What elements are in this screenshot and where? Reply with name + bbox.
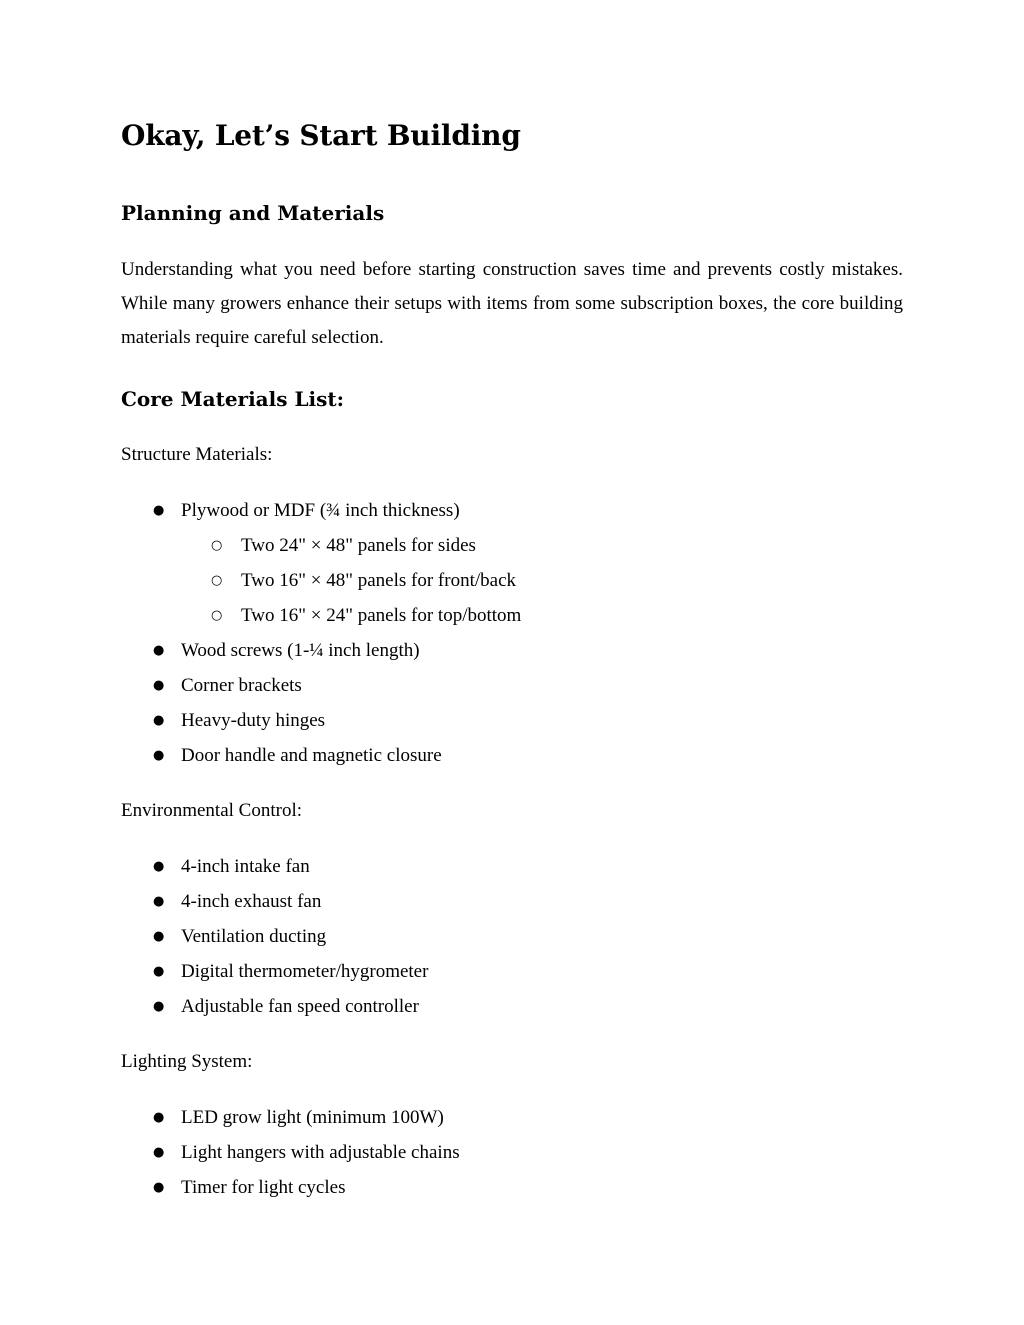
sub-list-item-text: Two 24" × 48" panels for sides <box>241 535 476 556</box>
bullet-icon: ● <box>153 503 165 518</box>
bullet-icon: ● <box>153 643 165 658</box>
sub-list-item <box>181 528 903 563</box>
environmental-control-label: Environmental Control: <box>121 800 303 821</box>
list-item-text: Wood screws (1-¼ inch length) <box>181 640 420 661</box>
lighting-system-label: Lighting System: <box>121 1051 253 1072</box>
list-item-text: Light hangers with adjustable chains <box>181 1142 460 1163</box>
list-item <box>121 493 903 633</box>
list-item-text: Ventilation ducting <box>181 926 327 947</box>
list-item <box>121 1170 903 1205</box>
structure-materials-label: Structure Materials: <box>121 444 273 465</box>
list-item-text: 4-inch intake fan <box>181 856 310 877</box>
list-item <box>121 703 903 738</box>
document-content <box>121 112 903 1226</box>
list-item <box>121 1135 903 1170</box>
bullet-icon: ● <box>153 1145 165 1160</box>
list-item <box>121 954 903 989</box>
list-item <box>121 989 903 1024</box>
bullet-icon: ● <box>153 964 165 979</box>
section-heading-planning: Planning and Materials <box>121 201 385 225</box>
list-item-text: Corner brackets <box>181 675 302 696</box>
plywood-sub-list <box>181 528 903 633</box>
list-item <box>121 668 903 703</box>
list-item-text: LED grow light (minimum 100W) <box>181 1107 444 1128</box>
bullet-icon: ● <box>153 929 165 944</box>
structure-materials-list <box>121 493 903 773</box>
sub-list-item <box>181 598 903 633</box>
list-item <box>121 633 903 668</box>
hollow-bullet-icon: ○ <box>211 538 223 553</box>
hollow-bullet-icon: ○ <box>211 608 223 623</box>
list-item <box>121 738 903 773</box>
list-item-text: Digital thermometer/hygrometer <box>181 961 429 982</box>
bullet-icon: ● <box>153 713 165 728</box>
bullet-icon: ● <box>153 894 165 909</box>
bullet-icon: ● <box>153 748 165 763</box>
bullet-icon: ● <box>153 1180 165 1195</box>
list-item-text: Adjustable fan speed controller <box>181 996 419 1017</box>
bullet-icon: ● <box>153 999 165 1014</box>
list-item-text: Timer for light cycles <box>181 1177 346 1198</box>
intro-paragraph: Understanding what you need before starting construction saves time and prevents costly mistakes. While many growers enhance their setups with items from some subscription boxes, the core building materials require careful selection. <box>121 259 903 348</box>
page-title: Okay, Let’s Start Building <box>121 119 521 152</box>
bullet-icon: ● <box>153 1110 165 1125</box>
list-item-text: Heavy-duty hinges <box>181 710 326 731</box>
section-heading-core-materials: Core Materials List: <box>121 387 344 411</box>
list-item <box>121 919 903 954</box>
list-item-text: 4-inch exhaust fan <box>181 891 322 912</box>
lighting-system-list <box>121 1100 903 1205</box>
list-item <box>121 849 903 884</box>
sub-list-item-text: Two 16" × 24" panels for top/bottom <box>241 605 522 626</box>
sub-list-item-text: Two 16" × 48" panels for front/back <box>241 570 516 591</box>
list-item-text: Door handle and magnetic closure <box>181 745 442 766</box>
sub-list-item <box>181 563 903 598</box>
bullet-icon: ● <box>153 678 165 693</box>
list-item <box>121 1100 903 1135</box>
environmental-control-list <box>121 849 903 1024</box>
hollow-bullet-icon: ○ <box>211 573 223 588</box>
bullet-icon: ● <box>153 859 165 874</box>
list-item-text: Plywood or MDF (¾ inch thickness) <box>181 500 460 521</box>
list-item <box>121 884 903 919</box>
